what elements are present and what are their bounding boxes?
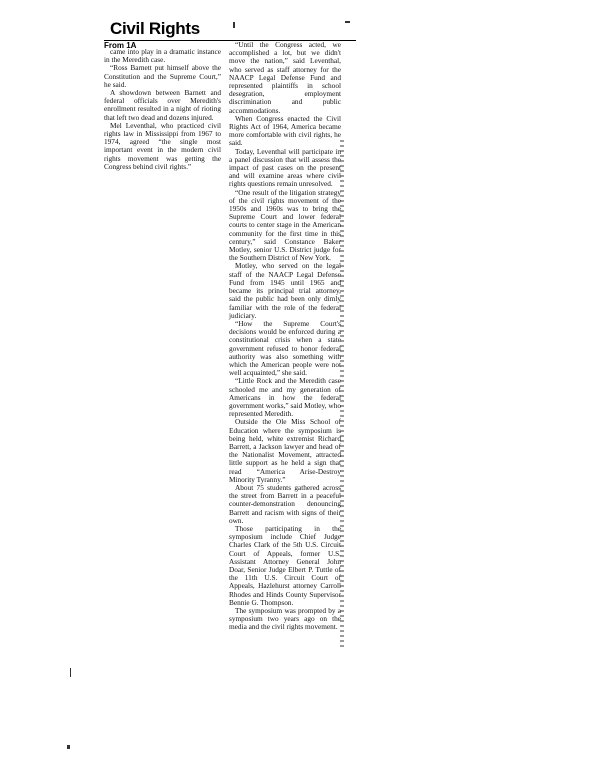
scan-speck — [70, 668, 71, 677]
paragraph: “One result of the litigation strategy of the civil rights movement of the 1950s and 1960s was to bring the Supreme Court and lower federal courts to center stage in the American community for the first time in this century,” said Constance Baker Motley, senior U.S. District judge for the Southern District of New York. — [229, 187, 341, 263]
article-headline: Civil Rights — [110, 19, 200, 38]
paragraph: “Little Rock and the Meredith case schooled me and my generation of Americans in how the federal government works,” said Motley, who represented Meredith. — [229, 376, 341, 419]
paragraph: A showdown between Barnett and federal officials over Meredith's enrollment resulted in a night of rioting that left two dead and dozens injured. — [104, 88, 221, 122]
paragraph: About 75 students gathered across the street from Barrett in a peaceful counter-demonstration denouncing Barrett and racism with signs of their own. — [229, 482, 341, 525]
paragraph: Mel Leventhal, who practiced civil rights law in Mississippi from 1967 to 1974, agreed “the single most important event in the modern civil rights movement was getting the Congress behind civil rights.” — [104, 120, 221, 171]
paragraph: came into play in a dramatic instance in the Meredith case. — [104, 47, 221, 65]
paragraph: “Ross Barnett put himself above the Constitution and the Supreme Court,” he said. — [104, 63, 221, 89]
scan-edge-noise — [340, 140, 344, 650]
paragraph: “Until the Congress acted, we accomplished a lot, but we didn't move the nation,” said Leventhal, who served as staff attorney for the NAACP Legal Defense Fund and represented plaintiffs in school desegration, employment discrimination and public accommodations. — [229, 40, 341, 115]
article-column-1 — [104, 48, 221, 171]
paragraph: When Congress enacted the Civil Rights Act of 1964, America became more comfortable with civil rights, he said. — [229, 113, 341, 148]
scan-speck — [233, 22, 235, 28]
paragraph: Today, Leventhal will participate in a panel discussion that will assess the impact of past cases on the present and will examine areas where civil rights questions remain unresolved. — [229, 146, 341, 189]
scan-speck — [67, 745, 70, 749]
paragraph: Those participating in the symposium include Chief Judge Charles Clark of the 5th U.S. Circuit Court of Appeals, former U.S. Assistant Attorney General John Doar, Senior Judge Elbert P. Tuttle of the 11th U.S. Circuit Court of Appeals, Hazlehurst attorney Carroll Rhodes and Hinds County Supervisor Bennie G. Thompson. — [229, 523, 341, 607]
paragraph: The symposium was prompted by a symposium two years ago on the media and the civil rights movement. — [229, 606, 341, 632]
jump-line: From 1A — [104, 41, 137, 50]
paragraph: Outside the Ole Miss School of Education where the symposium is being held, white extremist Richard Barrett, a Jackson lawyer and head of the Nationalist Movement, attracted little support as he held a sign that read “America Arise-Destroy Minority Tyranny.” — [229, 417, 341, 484]
paragraph: Motley, who served on the legal staff of the NAACP Legal Defense Fund from 1945 until 1965 and became its principal trial attorney, said the public had been only dimly familiar with the role of the federal judiciary. — [229, 261, 341, 320]
scan-speck — [345, 21, 350, 23]
paragraph: “How the Supreme Court's decisions would be enforced during a constitutional crisis when a state government refused to honor federal authority was also something with which the American people were not well acquainted,” she said. — [229, 318, 341, 378]
article-column-2 — [229, 41, 341, 632]
